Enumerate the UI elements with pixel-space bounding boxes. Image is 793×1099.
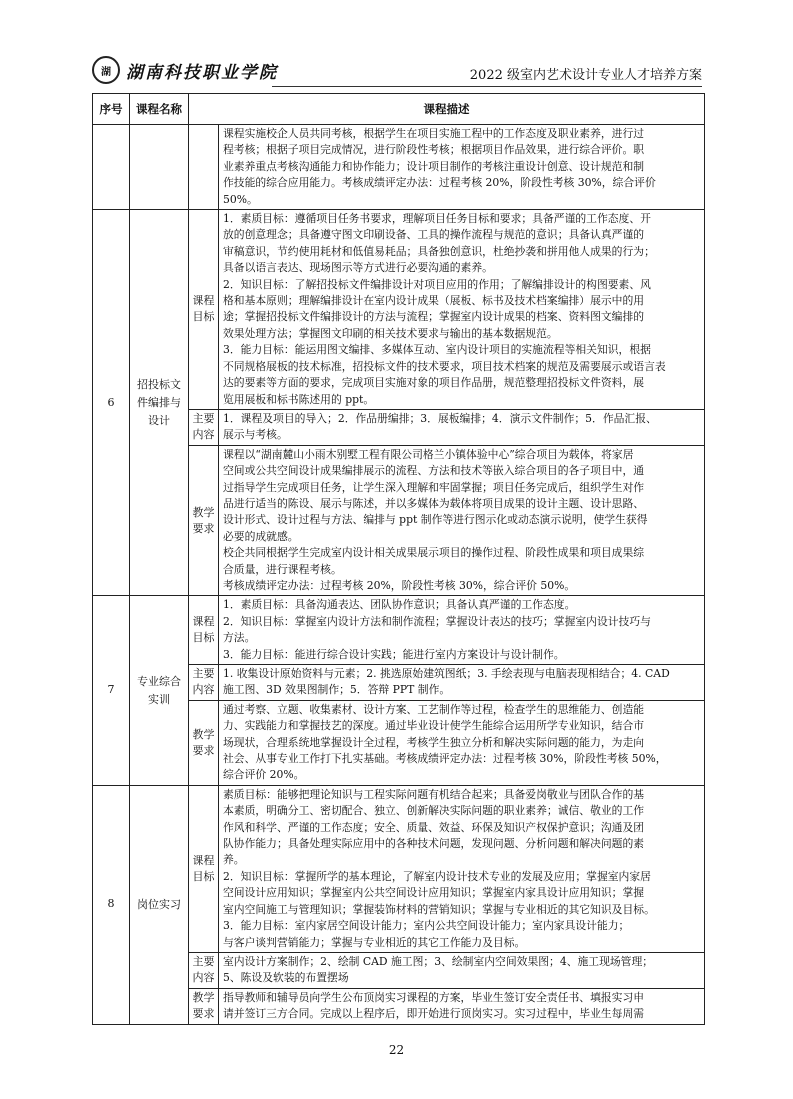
description-line: 具备以语言表达、现场图示等方式进行必要沟通的素养。 <box>223 261 493 275</box>
description-line: 考核成绩评定办法：过程考核 20%，阶段性考核 30%，综合评价 50%。 <box>223 578 576 592</box>
section-label: 主要内容 <box>189 952 219 988</box>
section-description <box>219 210 705 410</box>
course-number: 6 <box>93 210 130 596</box>
course-number: 8 <box>93 785 130 1024</box>
section-label: 课程目标 <box>189 596 219 665</box>
header-course-description: 课程描述 <box>189 94 705 125</box>
description-line: 放的创意理念；具备遵守图文印刷设备、工具的操作流程与规范的意识；具备认真严谨的 <box>223 228 645 242</box>
header-divider <box>272 86 702 87</box>
course-number: 7 <box>93 596 130 785</box>
section-description <box>219 785 705 952</box>
table-row <box>93 785 705 952</box>
description-line: 不同规格展板的技术标准，招投标文件的技术要求，项目技术档案的规范及需要展示或语言表 <box>223 359 666 373</box>
description-line: 通过考察、立题、收集素材、设计方案、工艺制作等过程，检查学生的思维能力、创造能 <box>223 702 645 716</box>
section-description <box>219 445 705 596</box>
description-line: 综合评价 20%。 <box>223 768 305 782</box>
section-label: 主要内容 <box>189 665 219 701</box>
description-line: 空间或公共空间设计成果编排展示的流程、方法和技术等嵌入综合项目的各子项目中，通 <box>223 464 645 478</box>
description-line: 与客户谈判营销能力；掌握与专业相近的其它工作能力及目标。 <box>223 935 526 949</box>
school-logo <box>92 56 278 84</box>
description-line: 业素养重点考核沟通能力和协作能力；设计项目制作的考核注重设计创意、设计规范和制 <box>223 159 645 173</box>
description-line: 品进行适当的陈设、展示与陈述，并以多媒体为载体将项目成果的设计主题、设计思路、 <box>223 496 645 510</box>
empty-name-cell <box>130 125 189 210</box>
section-label: 课程目标 <box>189 210 219 410</box>
description-line: 3．能力目标：能进行综合设计实践；能进行室内方案设计与设计制作。 <box>223 647 565 661</box>
description-line: 过指导学生完成项目任务，让学生深入理解和牢固掌握；项目任务完成后，组织学生对作 <box>223 480 645 494</box>
description-line: 指导教师和辅导员向学生公布顶岗实习课程的方案，毕业生签订安全责任书、填报实习申 <box>223 990 645 1004</box>
description-line: 队协作能力；具备处理实际应用中的各种技术问题，发现问题、分析问题和解决问题的素 <box>223 837 645 851</box>
section-description <box>219 700 705 785</box>
description-line: 50%。 <box>223 192 258 206</box>
course-table <box>92 93 705 1025</box>
description-line: 课程以“湖南麓山小雨木别墅工程有限公司格兰小镇体验中心”综合项目为载体，将家居 <box>223 447 634 461</box>
description-line: 请并签订三方合同。完成以上程序后，即开始进行顶岗实习。实习过程中，毕业生每周需 <box>223 1007 645 1021</box>
description-line: 室内空间施工与管理知识；掌握装饰材料的营销知识；掌握与专业相近的其它知识及目标。 <box>223 902 655 916</box>
empty-label-cell <box>189 125 219 210</box>
description-line: 1．素质目标：具备沟通表达、团队协作意识；具备认真严谨的工作态度。 <box>223 598 576 612</box>
description-line: 3．能力目标：室内家居空间设计能力；室内公共空间设计能力；室内家具设计能力； <box>223 919 630 933</box>
school-name: 湖南科技职业学院 <box>126 62 278 83</box>
section-label: 教学要求 <box>189 988 219 1024</box>
continuation-description <box>219 125 705 210</box>
description-line: 2．知识目标：了解招投标文件编排设计对项目应用的作用；了解编排设计的构图要素、风 <box>223 277 651 291</box>
description-line: 2．知识目标：掌握所学的基本理论，了解室内设计技术专业的发展及应用；掌握室内家居 <box>223 869 651 883</box>
school-seal-icon: 湖 <box>92 56 120 84</box>
header-course-name: 课程名称 <box>130 94 189 125</box>
description-line: 校企共同根据学生完成室内设计相关成果展示项目的操作过程、阶段性成果和项目成果综 <box>223 546 645 560</box>
description-line: 作风和科学、严谨的工作态度；安全、质量、效益、环保及知识产权保护意识；沟通及团 <box>223 820 645 834</box>
header-number: 序号 <box>93 94 130 125</box>
description-line: 览用展板和标书陈述用的 ppt。 <box>223 392 375 406</box>
description-line: 效果处理方法；掌握图文印刷的相关技术要求与输出的基本数据规范。 <box>223 326 558 340</box>
description-line: 场现状，合理系统地掌握设计全过程，考核学生独立分析和解决实际问题的能力，为走向 <box>223 735 645 749</box>
section-label: 课程目标 <box>189 785 219 952</box>
empty-number-cell <box>93 125 130 210</box>
course-name: 岗位实习 <box>130 785 189 1024</box>
section-description <box>219 596 705 665</box>
description-line: 必要的成就感。 <box>223 529 299 543</box>
description-line: 途；掌握招投标文件编排设计的方法与流程；掌握室内设计成果的档案、资料图文编排的 <box>223 310 645 324</box>
table-row <box>93 210 705 410</box>
description-line: 本素质，明确分工、密切配合、独立、创新解决实际问题的职业素养；诚信、敬业的工作 <box>223 804 645 818</box>
description-line: 1. 收集设计原始资料与元素；2. 挑选原始建筑图纸；3. 手绘表现与电脑表现相结合；4. CAD <box>223 667 670 680</box>
course-name: 招投标文件编排与设计 <box>130 210 189 596</box>
description-line: 2．知识目标：掌握室内设计方法和制作流程；掌握设计表达的技巧；掌握室内设计技巧与 <box>223 614 651 628</box>
page-number: 22 <box>388 1043 405 1057</box>
description-line: 达的要素等方面的要求，完成项目实施对象的项目作品册，规范整理招投标文件资料，展 <box>223 376 645 390</box>
continuation-row <box>93 125 705 210</box>
description-line: 施工图、3D 效果图制作；5．答辩 PPT 制作。 <box>223 683 451 697</box>
section-description <box>219 665 705 701</box>
description-line: 力、实践能力和掌握技艺的深度。通过毕业设计使学生能综合运用所学专业知识，结合市 <box>223 719 645 733</box>
description-line: 方法。 <box>223 631 256 645</box>
description-line: 养。 <box>223 853 245 867</box>
description-line: 5、陈设及软装的布置摆场 <box>223 971 349 985</box>
description-line: 1．课程及项目的导入；2．作品册编排；3．展板编排；4．演示文件制作；5．作品汇报、 <box>223 411 657 425</box>
description-line: 室内设计方案制作；2、绘制 CAD 施工图；3、绘制室内空间效果图；4、施工现场管理； <box>223 954 654 968</box>
section-description <box>219 409 705 445</box>
description-line: 格和基本原则；理解编排设计在室内设计成果（展板、标书及技术档案编排）展示中的用 <box>223 294 645 308</box>
description-line: 空间设计应用知识；掌握室内公共空间设计应用知识；掌握室内家具设计应用知识；掌握 <box>223 886 645 900</box>
description-line: 程考核；根据子项目完成情况，进行阶段性考核；根据项目作品效果，进行综合评价。职 <box>223 143 645 157</box>
description-line: 作技能的综合应用能力。考核成绩评定办法：过程考核 20%，阶段性考核 30%，综合评价 <box>223 176 656 190</box>
section-label: 教学要求 <box>189 445 219 596</box>
description-line: 社会、从事专业工作打下扎实基础。考核成绩评定办法：过程考核 30%，阶段性考核 50%， <box>223 752 667 766</box>
description-line: 审稿意识，节约使用耗材和低值易耗品；具备独创意识，杜绝抄袭和拼用他人成果的行为； <box>223 244 655 258</box>
document-title: 2022 级室内艺术设计专业人才培养方案 <box>469 68 702 83</box>
section-label: 教学要求 <box>189 700 219 785</box>
page-header <box>92 56 702 94</box>
description-line: 展示与考核。 <box>223 428 288 442</box>
section-description <box>219 988 705 1024</box>
description-line: 素质目标：能够把理论知识与工程实际问题有机结合起来；具备爱岗敬业与团队合作的基 <box>223 787 645 801</box>
section-description <box>219 952 705 988</box>
description-line: 设计形式、设计过程与方法、编排与 ppt 制作等进行图示化或动态演示说明，使学生获得 <box>223 513 648 527</box>
description-line: 1．素质目标：遵循项目任务书要求，理解项目任务目标和要求；具备严谨的工作态度、开 <box>223 212 651 226</box>
table-row <box>93 596 705 665</box>
description-line: 3．能力目标：能运用图文编排、多媒体互动、室内设计项目的实施流程等相关知识，根据 <box>223 343 651 357</box>
description-line: 合质量，进行课程考核。 <box>223 562 342 576</box>
section-label: 主要内容 <box>189 409 219 445</box>
course-name: 专业综合实训 <box>130 596 189 785</box>
table-header-row <box>93 94 705 125</box>
description-line: 课程实施校企人员共同考核，根据学生在项目实施工程中的工作态度及职业素养，进行过 <box>223 127 645 140</box>
table-body <box>93 125 705 1025</box>
